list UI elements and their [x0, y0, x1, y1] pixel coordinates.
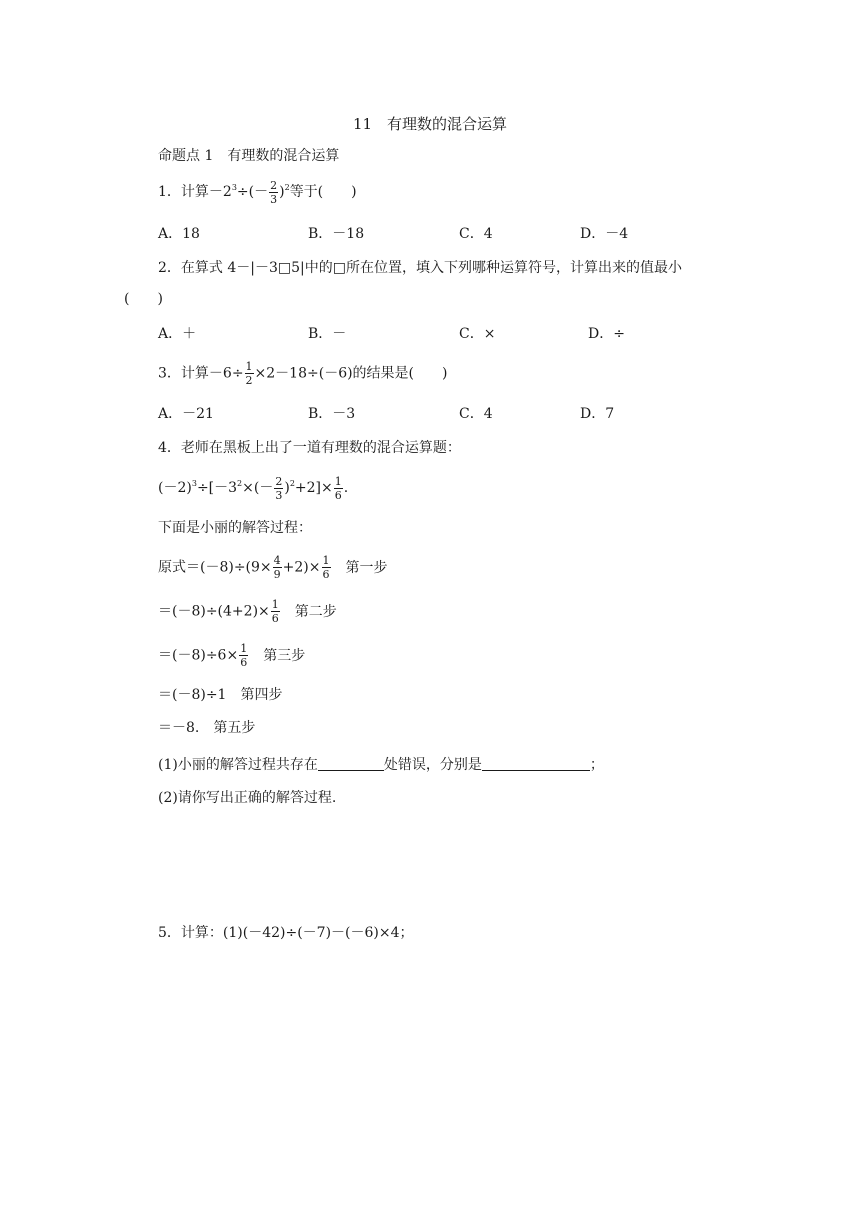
q4-step-3: [158, 642, 305, 669]
q1-fraction: [269, 179, 278, 206]
q4-step-4-label: 第四步: [240, 687, 283, 703]
page-title: 11 有理数的混合运算: [352, 115, 508, 133]
q4-expression: [158, 474, 348, 502]
q4-sub-question-2: (2)请你写出正确的解答过程.: [158, 790, 337, 806]
q4-expr-fraction-1: [274, 475, 283, 502]
q1-exponent-3: 3: [231, 183, 237, 192]
q2-option-a: A．＋: [158, 326, 197, 342]
q4-step-3-fraction-den: 6: [240, 656, 248, 669]
q4-expr-d-exp: 2: [289, 479, 295, 488]
q4-step-3-fraction-num: 1: [240, 642, 248, 655]
q4-sub-question-1: [158, 755, 604, 775]
q4-expr-a-exp: 3: [191, 479, 197, 488]
question-2-line-1: 2．在算式 4－|－3□5|中的□所在位置，填入下列哪种运算符号，计算出来的值最小: [158, 260, 682, 276]
question-3: [158, 360, 447, 387]
q4-expr-end: .: [343, 480, 349, 496]
q4-sub-1-mid: 处错误，分别是: [383, 757, 482, 773]
q3-option-c: C．4: [459, 406, 493, 422]
q1-fraction-den: 3: [270, 192, 278, 206]
question-4-intro: 4．老师在黑板上出了一道有理数的混合运算题：: [158, 440, 461, 456]
q4-step-1-fraction-2-den: 6: [322, 568, 330, 581]
question-2-line-2: ( ): [124, 291, 163, 307]
q1-text-mid: ÷(－: [236, 184, 269, 200]
q4-expr-fraction-2: [334, 475, 343, 502]
answer-blank-2[interactable]: [482, 756, 590, 771]
q4-step-2-fraction-num: 1: [271, 598, 279, 611]
q4-step-1-fraction-2: [322, 554, 331, 581]
q3-fraction: [245, 360, 254, 387]
q4-step-4-text: ＝(－8)÷1: [158, 687, 227, 703]
q4-step-5: [158, 718, 255, 738]
q4-step-4: [158, 685, 282, 705]
q4-step-2-pre: ＝(－8)÷(4+2)×: [158, 603, 270, 620]
q4-step-1: [158, 554, 388, 581]
q4-step-1-fraction-1: [273, 554, 282, 581]
q1-text-pre: 1．计算－2: [158, 184, 232, 200]
q1-option-a: A．18: [158, 226, 200, 242]
q4-expr-b: ÷[－3: [196, 480, 238, 496]
q3-text-post: ×2－18÷(－6)的结果是( ): [254, 365, 448, 382]
q3-text-pre: 3．计算－6÷: [158, 365, 244, 382]
q2-option-d: D．÷: [588, 326, 625, 342]
q4-step-1-fraction-1-den: 9: [273, 568, 281, 581]
q4-step-3-label: 第三步: [263, 647, 306, 664]
q4-expr-fraction-2-num: 1: [334, 474, 342, 488]
q1-exponent-2: 2: [284, 183, 290, 192]
q4-step-2-fraction-den: 6: [271, 612, 279, 625]
q4-expr-fraction-2-den: 6: [334, 488, 342, 502]
q3-option-a: A．－21: [158, 406, 214, 422]
q4-step-3-fraction: [239, 642, 248, 669]
q4-sub-1-pre: (1)小丽的解答过程共存在: [158, 757, 318, 773]
q1-option-c: C．4: [459, 226, 493, 242]
q4-step-1-mid: +2)×: [282, 559, 321, 576]
q4-expr-d: ): [284, 480, 290, 496]
q4-step-5-label: 第五步: [213, 720, 256, 736]
q4-step-3-pre: ＝(－8)÷6×: [158, 647, 239, 664]
q4-sub-1-end: ；: [589, 757, 604, 773]
q4-step-1-pre: 原式＝(－8)÷(9×: [158, 559, 272, 576]
q1-fraction-num: 2: [270, 178, 278, 192]
q4-step-1-label: 第一步: [345, 559, 388, 576]
question-5: 5．计算：(1)(－42)÷(－7)－(－6)×4；: [158, 925, 414, 941]
q1-option-b: B．－18: [308, 226, 365, 242]
q4-step-2-fraction: [271, 598, 280, 625]
q4-expr-a: (－2): [158, 480, 192, 496]
q4-step-1-fraction-1-num: 4: [273, 554, 281, 567]
q4-expr-fraction-1-den: 3: [275, 488, 283, 502]
q1-close-paren: ): [279, 184, 285, 200]
section-heading: 命题点 1 有理数的混合运算: [158, 148, 340, 164]
q4-step-2-label: 第二步: [294, 603, 337, 620]
q3-option-d: D．7: [580, 406, 615, 422]
q1-option-d: D．－4: [580, 226, 629, 242]
q2-option-b: B．－: [308, 326, 347, 342]
q4-expr-e: +2]×: [294, 480, 333, 496]
q3-fraction-den: 2: [245, 374, 253, 387]
q4-step-5-text: ＝－8.: [158, 720, 200, 736]
q4-expr-b-exp: 2: [237, 479, 243, 488]
question-1: [158, 178, 357, 206]
q4-expr-c: ×(－: [242, 480, 274, 496]
q3-fraction-num: 1: [245, 360, 253, 373]
q2-option-c: C．×: [459, 326, 496, 342]
q4-step-1-fraction-2-num: 1: [322, 554, 330, 567]
answer-blank-1[interactable]: [318, 756, 384, 771]
q3-option-b: B．－3: [308, 406, 356, 422]
q1-text-post: 等于( ): [289, 184, 357, 200]
q4-expr-fraction-1-num: 2: [275, 474, 283, 488]
q4-solution-intro: 下面是小丽的解答过程：: [158, 520, 312, 536]
q4-step-2: [158, 598, 337, 625]
